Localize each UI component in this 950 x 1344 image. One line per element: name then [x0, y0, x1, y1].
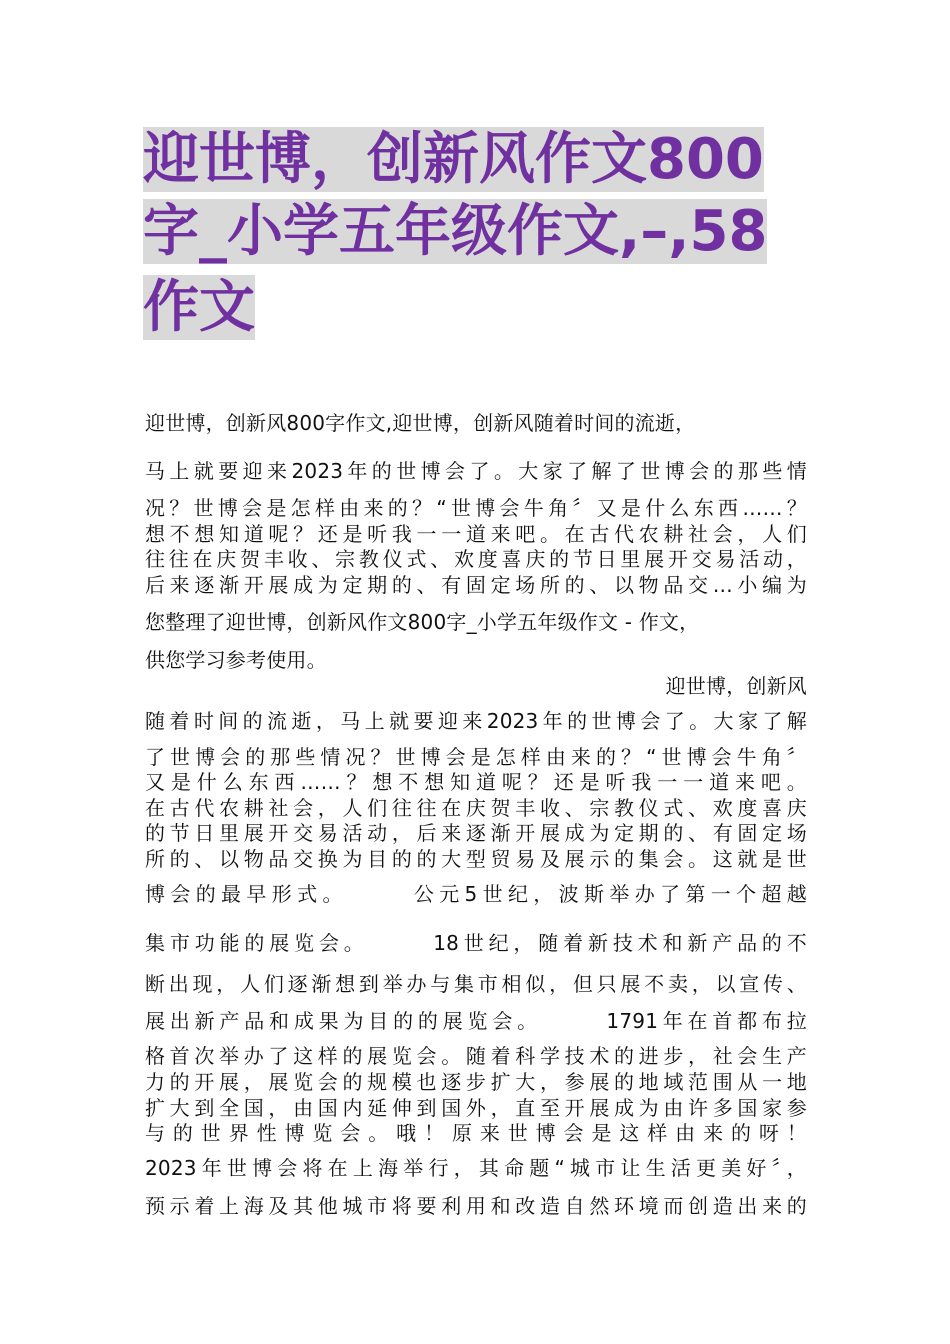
body-line: 供您学习参考使用。: [145, 648, 327, 672]
document-title-line-1: 迎世博，创新风作文800: [143, 127, 764, 192]
body-line: 集市功能的展览会。 18世纪，随着新技术和新产品的不: [145, 931, 807, 955]
body-line: 往往在庆贺丰收、宗教仪式、欢度喜庆的节日里展开交易活动，: [145, 547, 807, 571]
section-heading: 迎世博，创新风: [665, 674, 807, 698]
body-line: 格首次举办了这样的展览会。随着科学技术的进步，社会生产: [145, 1044, 807, 1068]
document-title-line-3: 作文: [143, 275, 255, 340]
body-line: 后来逐渐开展成为定期的、有固定场所的、以物品交…小编为: [145, 573, 807, 597]
body-line: 预示着上海及其他城市将要利用和改造自然环境而创造出来的: [145, 1194, 807, 1218]
body-line: 况？世博会是怎样由来的？“世博会牛角〞又是什么东西……？: [145, 496, 807, 520]
body-line: 2023年世博会将在上海举行，其命题“城市让生活更美好〞，: [145, 1156, 807, 1180]
body-line: 在古代农耕社会，人们往往在庆贺丰收、宗教仪式、欢度喜庆: [145, 796, 807, 820]
body-line: 扩大到全国，由国内延伸到国外，直至开展成为由许多国家参: [145, 1096, 807, 1120]
document-title-line-2: 字_小学五年级作文,–,58: [143, 199, 768, 264]
body-line: 的节日里展开交易活动，后来逐渐开展成为定期的、有固定场: [145, 821, 807, 845]
body-line: 想不想知道呢？还是听我一一道来吧。在古代农耕社会，人们: [145, 522, 807, 546]
body-line: 博会的最早形式。 公元5世纪，波斯举办了第一个超越: [145, 882, 807, 906]
body-line: 迎世博，创新风800字作文,迎世博，创新风随着时间的流逝，: [145, 411, 696, 435]
body-line: 力的开展，展览会的规模也逐步扩大，参展的地域范围从一地: [145, 1070, 807, 1094]
body-line: 随着时间的流逝，马上就要迎来2023年的世博会了。大家了解: [145, 709, 807, 733]
body-line: 与的世界性博览会。哦！原来世博会是这样由来的呀！: [145, 1121, 807, 1145]
body-line: 马上就要迎来2023年的世博会了。大家了解了世博会的那些情: [145, 459, 807, 483]
body-line: 又是什么东西……？想不想知道呢？还是听我一一道来吧。: [145, 770, 807, 794]
body-line: 了世博会的那些情况？世博会是怎样由来的？“世博会牛角〞: [145, 745, 807, 769]
body-line: 断出现，人们逐渐想到举办与集市相似，但只展不卖，以宣传、: [145, 972, 807, 996]
body-line: 您整理了迎世博，创新风作文800字_小学五年级作文 - 作文，: [145, 610, 700, 634]
body-line: 所的、以物品交换为目的的大型贸易及展示的集会。这就是世: [145, 847, 807, 871]
body-line: 展出新产品和成果为目的的展览会。 1791年在首都布拉: [145, 1009, 807, 1033]
